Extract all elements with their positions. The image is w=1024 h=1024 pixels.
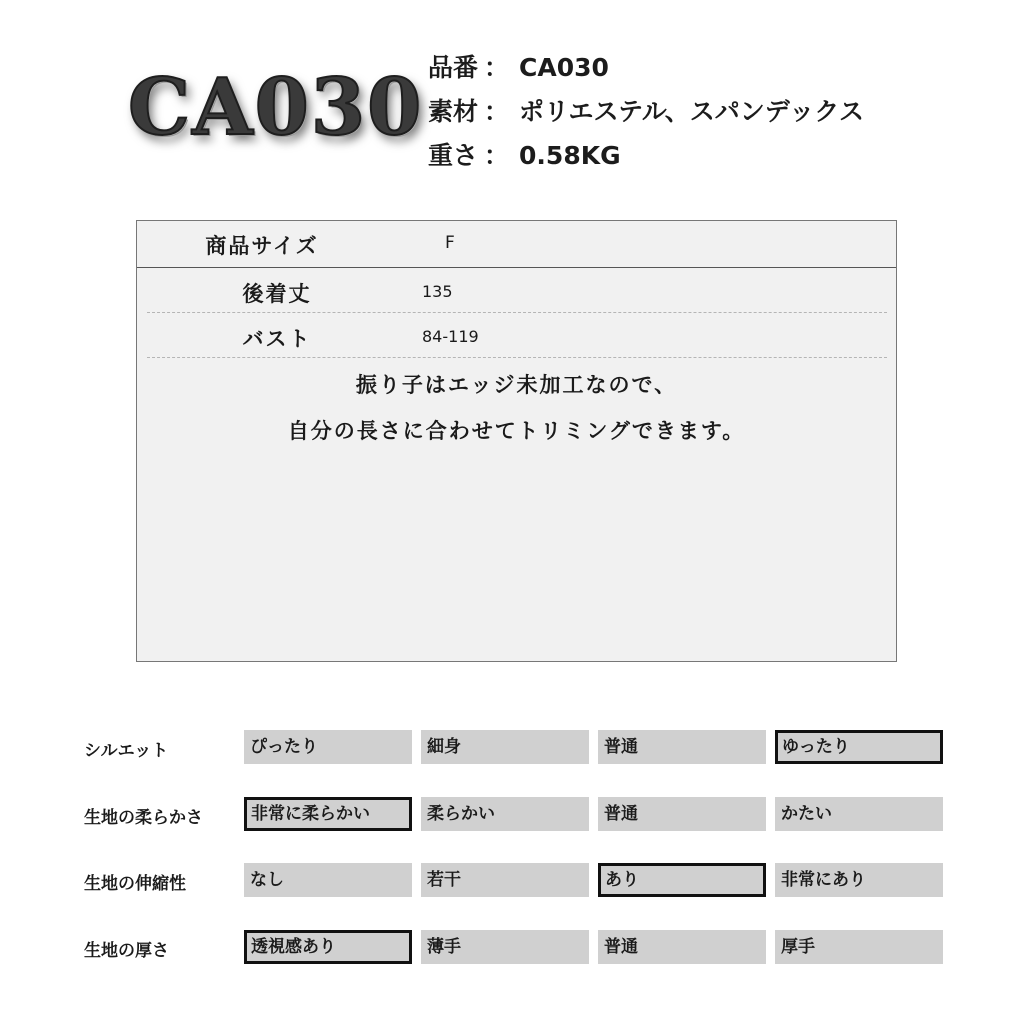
size-table xyxy=(136,220,897,662)
spec-separator: ： xyxy=(484,97,510,126)
chart-option: ぴったり xyxy=(244,730,412,764)
chart-option: 非常にあり xyxy=(775,863,943,897)
size-note-line-2: 自分の長さに合わせてトリミングできます。 xyxy=(287,419,746,443)
chart-row-label: 生地の柔らかさ xyxy=(84,808,203,828)
chart-option: かたい xyxy=(775,797,943,831)
chart-option: なし xyxy=(244,863,412,897)
size-header-value: F xyxy=(445,233,455,253)
size-note-line-1: 振り子はエッジ未加工なので、 xyxy=(355,373,678,397)
spec-separator: ： xyxy=(484,53,510,82)
chart-option: 若干 xyxy=(421,863,589,897)
chart-option-selected: あり xyxy=(598,863,766,897)
chart-option: 柔らかい xyxy=(421,797,589,831)
product-logo: CA030 xyxy=(128,62,424,153)
spec-item-number xyxy=(428,48,864,92)
size-row-label: バスト xyxy=(242,327,312,351)
chart-row-softness xyxy=(84,797,954,831)
spec-key: 素材 xyxy=(428,97,479,126)
chart-option: 細身 xyxy=(421,730,589,764)
chart-option: 普通 xyxy=(598,930,766,964)
chart-row-label: 生地の伸縮性 xyxy=(84,874,186,894)
spec-value: CA030 xyxy=(519,53,609,82)
spec-key: 重さ xyxy=(428,141,479,170)
chart-option-selected: 透視感あり xyxy=(244,930,412,964)
chart-row-thickness xyxy=(84,930,954,964)
size-table-header xyxy=(137,221,896,268)
size-row-value: 135 xyxy=(422,282,453,301)
size-row-length xyxy=(147,268,887,313)
chart-option: 普通 xyxy=(598,730,766,764)
chart-option: 厚手 xyxy=(775,930,943,964)
chart-row-label: 生地の厚さ xyxy=(84,941,169,961)
chart-row-stretch xyxy=(84,863,954,897)
chart-option: 薄手 xyxy=(421,930,589,964)
size-row-bust xyxy=(147,313,887,358)
chart-row-label: シルエット xyxy=(84,741,169,761)
spec-separator: ： xyxy=(484,141,510,170)
spec-value: ポリエステル、スパンデックス xyxy=(519,97,865,126)
size-row-value: 84-119 xyxy=(422,327,479,346)
spec-list xyxy=(428,48,864,180)
chart-option-selected: ゆったり xyxy=(775,730,943,764)
spec-value: 0.58KG xyxy=(519,141,621,170)
chart-option: 普通 xyxy=(598,797,766,831)
chart-option-selected: 非常に柔らかい xyxy=(244,797,412,831)
size-row-label: 後着丈 xyxy=(242,282,312,306)
spec-key: 品番 xyxy=(428,53,479,82)
chart-row-silhouette xyxy=(84,730,954,764)
spec-item-weight xyxy=(428,136,864,180)
spec-item-material xyxy=(428,92,864,136)
size-header-label: 商品サイズ xyxy=(205,234,319,258)
